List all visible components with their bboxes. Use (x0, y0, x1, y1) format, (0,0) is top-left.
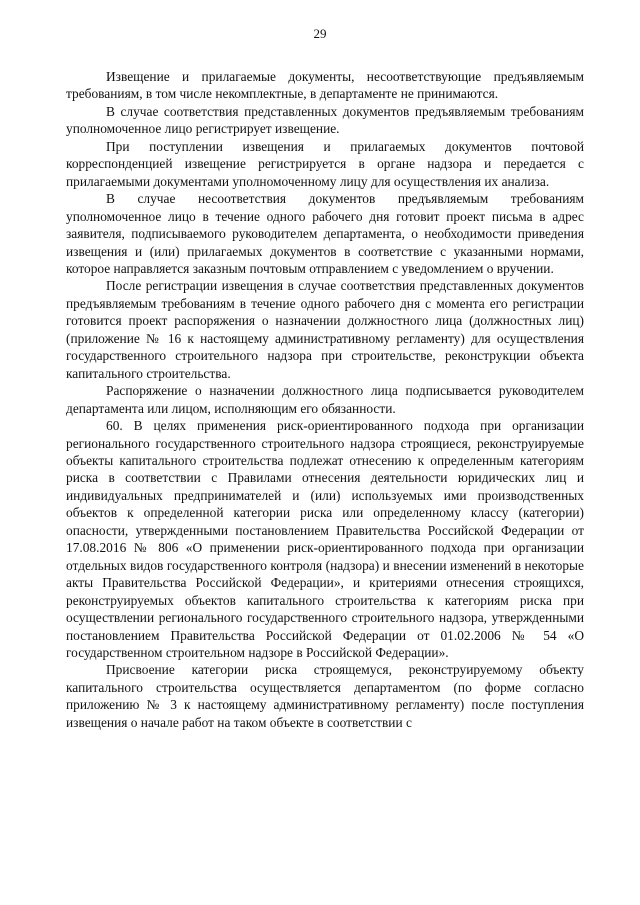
page-number: 29 (313, 26, 327, 41)
paragraph: Распоряжение о назначении должностного лица подписывается руководителем департамента или лицом, исполняющим его обязанности. (66, 383, 584, 416)
paragraph: При поступлении извещения и прилагаемых документов почтовой корреспонденцией извещение регистрируется в органе надзора и передается с прилагаемыми документами уполномоченному лицу для осуществления их анализа. (66, 138, 584, 189)
paragraph: После регистрации извещения в случае соответствия представленных документов предъявляемым требованиям в течение одного рабочего дня с момента его регистрации готовится проект распоряжения о назначении должностного лица (должностных лиц) (приложение № 16 к настоящему административному регламенту) для осуществления государственного строительного надзора при строительстве, реконструкции объекта капитального строительства. (66, 278, 584, 381)
paragraph: Присвоение категории риска строящемуся, реконструируемому объекту капитального строительства осуществляется департаментом (по форме согласно приложению № 3 к настоящему административному регламенту) после поступления извещения о начале работ на таком объекте в соответствии с (66, 662, 584, 730)
paragraph: 60. В целях применения риск-ориентированного подхода при организации регионального государственного строительного надзора строящиеся, реконструируемые объекты капитального строительства подлежат отнесению к определенным категориям риска в соответствии с Правилами отнесения деятельности юридических лиц и индивидуальных предпринимателей и (или) используемых ими производственных объектов к определенной категории риска или определенному классу (категории) опасности, утвержденными постановлением Правительства Российской Федерации от 17.08.2016 № 806 «О применении риск-ориентированного подхода при организации отдельных видов государственного контроля (надзора) и внесении изменений в некоторые акты Правительства Российской Федерации», и критериями отнесения строящихся, реконструируемых объектов капитального строительства к категориям риска при осуществлении регионального государственного строительного надзора, утвержденными постановлением Правительства Российской Федерации от 01.02.2006 № 54 «О государственном строительном надзоре в Российской Федерации». (66, 418, 584, 660)
document-body (66, 68, 584, 731)
paragraph: В случае несоответствия документов предъявляемым требованиям уполномоченное лицо в течение одного рабочего дня готовит проект письма в адрес заявителя, подписываемого руководителем департамента, о необходимости приведения извещения и (или) прилагаемых документов в соответствие с указанными нормами, которое направляется заказным почтовым отправлением с уведомлением о вручении. (66, 191, 584, 276)
paragraph: Извещение и прилагаемые документы, несоответствующие предъявляемым требованиям, в том числе некомплектные, в департаменте не принимаются. (66, 69, 584, 102)
paragraph: В случае соответствия представленных документов предъявляемым требованиям уполномоченное лицо регистрирует извещение. (66, 103, 584, 137)
